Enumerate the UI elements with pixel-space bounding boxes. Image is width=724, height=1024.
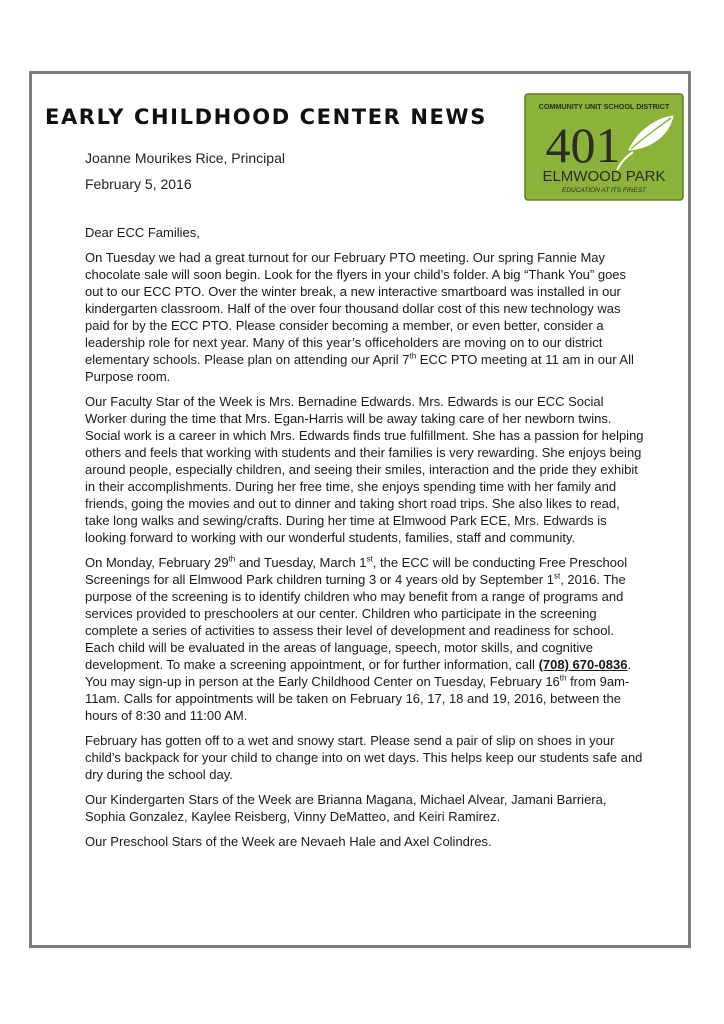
newsletter-date: February 5, 2016 bbox=[85, 176, 192, 192]
letter-body bbox=[85, 224, 645, 858]
district-logo bbox=[521, 92, 687, 202]
preschool-stars-paragraph: Our Preschool Stars of the Week are Nevaeh Hale and Axel Colindres. bbox=[85, 834, 492, 849]
logo-city: ELMWOOD PARK bbox=[542, 168, 666, 185]
greeting: Dear ECC Families, bbox=[85, 225, 200, 240]
screening-paragraph: On Monday, February 29th and Tuesday, March 1st, the ECC will be conducting Free Preschool Screenings for all Elmwood Park children turning 3 or 4 years old by September 1st, 2016. The purpose of the screening is to identify children who may benefit from a range of programs and services provided to preschoolers at our center. Children who participate in the screening complete a series of activities to assess their level of development and readiness for school. Each child will be evaluated in the areas of language, speech, motor skills, and cognitive development. To make a screening appointment, or for further information, call (708) 670-0836. You may sign-up in person at the Early Childhood Center on Tuesday, February 16th from 9am-11am. Calls for appointments will be taken on February 16, 17, 18 and 19, 2016, between the hours of 8:30 and 11:00 AM. bbox=[85, 554, 632, 723]
phone-link[interactable]: (708) 670-0836 bbox=[538, 657, 628, 672]
logo-number: 401 bbox=[545, 117, 621, 173]
weather-paragraph: February has gotten off to a wet and snowy start. Please send a pair of slip on shoes in your child’s backpack for your child to change into on wet days. This helps keep our students safe and dry during the school day. bbox=[85, 733, 643, 782]
kindergarten-stars-paragraph: Our Kindergarten Stars of the Week are Brianna Magana, Michael Alvear, Jamani Barriera, Sophia Gonzalez, Kaylee Reisberg, Vinny DeMatteo, and Keiri Ramirez. bbox=[85, 792, 607, 824]
logo-district-line: COMMUNITY UNIT SCHOOL DISTRICT bbox=[538, 102, 670, 111]
principal-name: Joanne Mourikes Rice, Principal bbox=[85, 150, 285, 166]
faculty-star-paragraph: Our Faculty Star of the Week is Mrs. Bernadine Edwards. Mrs. Edwards is our ECC Social Worker during the time that Mrs. Egan-Harris will be away taking care of her newborn twins. Social work is a career in which Mrs. Edwards finds true fulfillment. She has a passion for helping others and feels that working with students and their families is very rewarding. She enjoys being around people, especially children, and seeing their smiles, interaction and the pride they exhibit in their accomplishments. During her free time, she enjoys spending time with her family and friends, going the movies and out to dinner and taking short road trips. She also likes to read, take long walks and sewing/crafts. During her time at Elmwood Park ECE, Mrs. Edwards is looking forward to working with our wonderful students, families, staff and community. bbox=[85, 394, 644, 545]
newsletter-title: EARLY CHILDHOOD CENTER NEWS bbox=[45, 105, 487, 129]
logo-tagline: EDUCATION AT ITS FINEST bbox=[561, 187, 647, 194]
pto-paragraph: On Tuesday we had a great turnout for our February PTO meeting. Our spring Fannie May chocolate sale will soon begin. Look for the flyers in your child’s folder. A big “Thank You” goes out to our ECC PTO. Over the winter break, a new interactive smartboard was installed in our kindergarten classroom. Half of the over four thousand dollar cost of this new technology was paid for by the ECC PTO. Please consider becoming a member, or even better, consider a leadership role for next year. Many of this year’s officeholders are moving on to our district elementary schools. Please plan on attending our April 7th ECC PTO meeting at 11 am in our All Purpose room. bbox=[85, 250, 634, 384]
